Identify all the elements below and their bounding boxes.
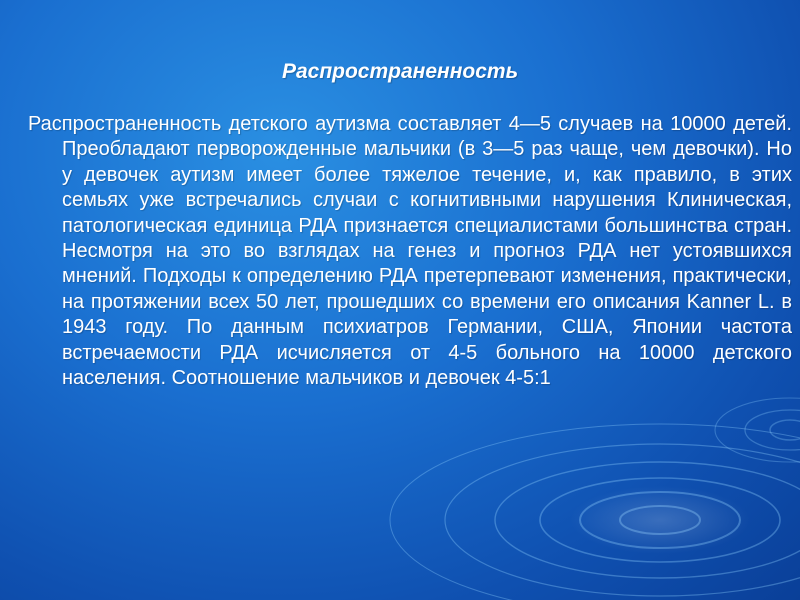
slide-title: Распространенность [281,60,519,83]
slide-paragraph: Распространенность детского аутизма составляет 4—5 случаев на 10000 детей. Преобладают перворожденные мальчики (в 3—5 раз чаще, чем девочки). Но у девочек аутизм имеет более тяжелое течение, и, как правило, в этих семьях уже встречались случаи с когнитивными нарушения Клиническая, патологическая единица РДА признается специалистами большинства стран. Несмотря на это во взглядах на генез и прогноз РДА нет устоявшихся мнений. Подходы к определению РДА претерпевают изменения, практически, на протяжении всех 50 лет, прошедших со времени его описания Kanner L. в 1943 году. По данным психиатров Германии, США, Японии частота встречаемости РДА исчисляется от 4-5 больного на 10000 детского населения. Соотношение мальчиков и девочек 4-5:1 [28,113,792,390]
